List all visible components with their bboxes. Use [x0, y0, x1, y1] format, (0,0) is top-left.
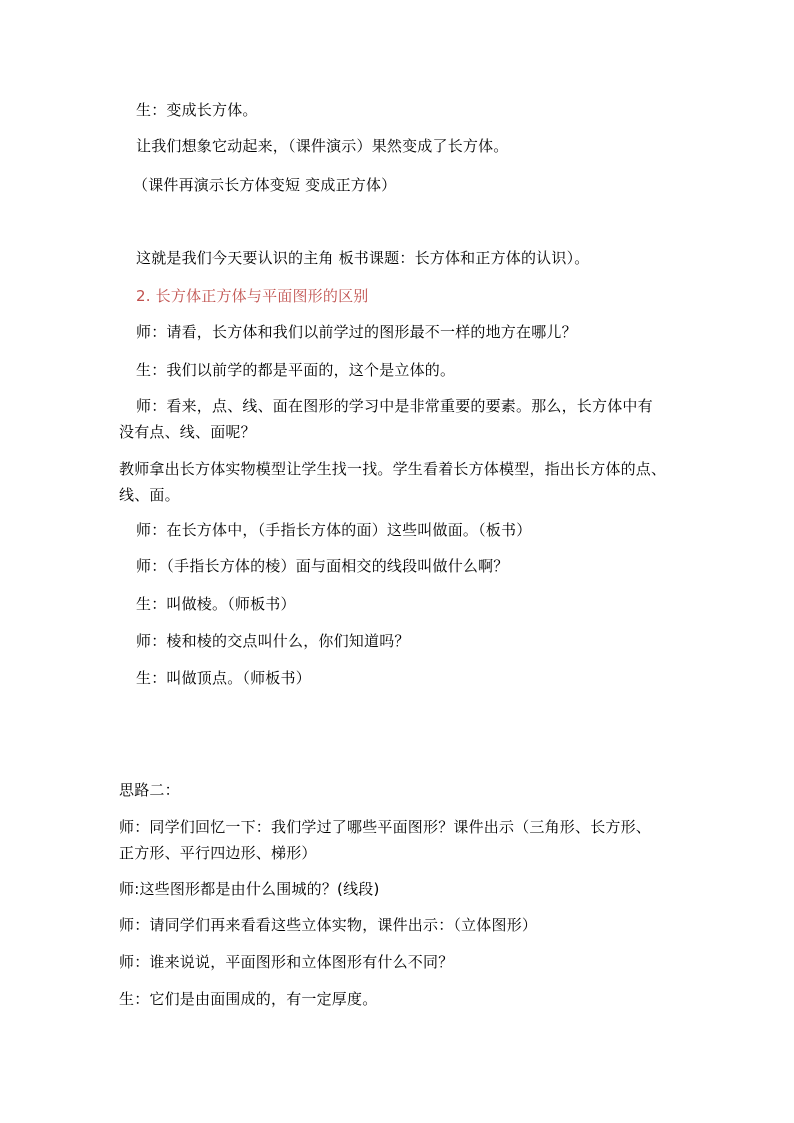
text-line: 师:这些图形都是由什么围城的？(线段) — [119, 880, 380, 898]
text-line: 师：请同学们再来看看这些立体实物，课件出示：（立体图形） — [119, 916, 538, 934]
text-line: （课件再演示长方体变短 变成正方体） — [133, 176, 397, 194]
text-line: 生：我们以前学的都是平面的，这个是立体的。 — [136, 361, 456, 379]
section-heading: 2. 长方体正方体与平面图形的区别 — [136, 287, 369, 305]
text-line: 这就是我们今天要认识的主角 板书课题：长方体和正方体的认识）。 — [136, 249, 590, 267]
text-line: 生：变成长方体。 — [136, 101, 258, 119]
text-line: 生：叫做顶点。（师板书） — [136, 669, 311, 687]
section-heading: 思路二： — [119, 781, 180, 799]
text-line: 让我们想象它动起来，（课件演示）果然变成了长方体。 — [136, 137, 509, 155]
text-line: 师：看来，点、线、面在图形的学习中是非常重要的要素。那么，长方体中有 — [136, 397, 653, 415]
text-line: 师：棱和棱的交点叫什么，你们知道吗？ — [136, 632, 410, 650]
text-line: 师：在长方体中，（手指长方体的面）这些叫做面。（板书） — [136, 521, 532, 539]
text-line: 没有点、线、面呢？ — [119, 423, 256, 441]
text-line: 线、面。 — [119, 486, 180, 504]
text-line: 师：（手指长方体的棱）面与面相交的线段叫做什么啊？ — [136, 557, 509, 575]
text-line: 生：叫做棱。（师板书） — [136, 595, 296, 613]
text-line: 正方形、平行四边形、梯形） — [119, 844, 317, 862]
text-line: 生：它们是由面围成的，有一定厚度。 — [119, 990, 378, 1008]
text-line: 师：谁来说说，平面图形和立体图形有什么不同？ — [119, 953, 454, 971]
text-line: 师：同学们回忆一下：我们学过了哪些平面图形？课件出示（三角形、长方形、 — [119, 818, 652, 836]
text-line: 教师拿出长方体实物模型让学生找一找。学生看着长方体模型，指出长方体的点、 — [119, 460, 667, 478]
text-line: 师：请看，长方体和我们以前学过的图形最不一样的地方在哪儿？ — [136, 323, 577, 341]
